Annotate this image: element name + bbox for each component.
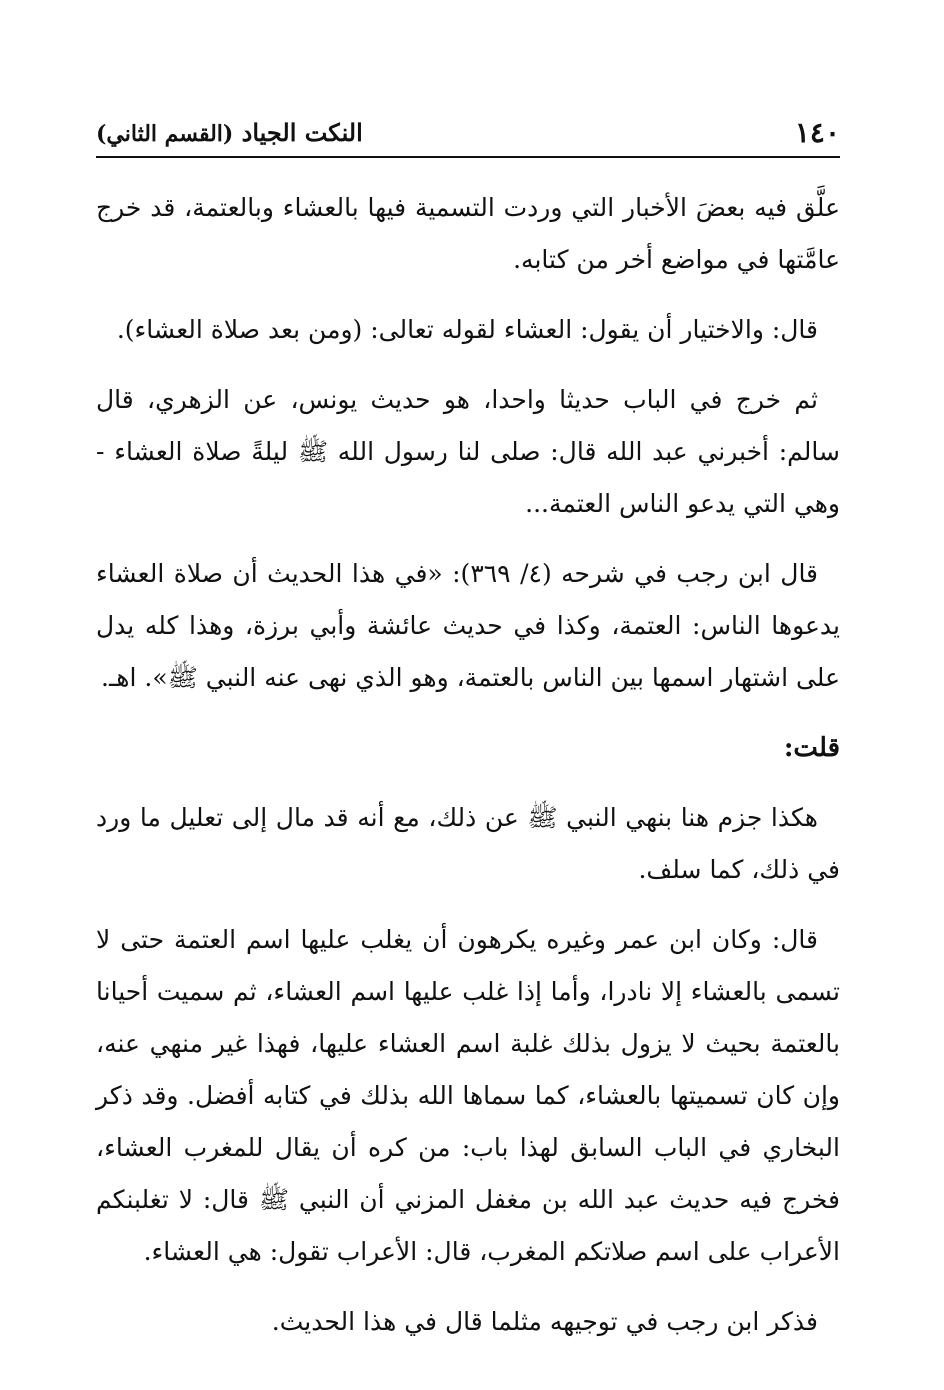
header-rule (96, 156, 840, 158)
paragraph: قال ابن رجب في شرحه (٤/ ٣٦٩): «في هذا الحديث أن صلاة العشاء يدعوها الناس: العتمة، وكذا في حديث عائشة وأبي برزة، وهذا كله يدل على اشتهار اسمها بين الناس بالعتمة، وهو الذي نهى عنه النبي ﷺ». اهـ. (96, 559, 840, 692)
page-number: ١٤٠ (794, 115, 840, 149)
paragraph: قال: والاختيار أن يقول: العشاء لقوله تعالى: (ومن بعد صلاة العشاء). (116, 315, 818, 344)
paragraph: ثم خرج في الباب حديثا واحدا، هو حديث يونس، عن الزهري، قال سالم: أخبرني عبد الله قال: صلى لنا رسول الله ﷺ ليلةً صلاة العشاء - وهي التي يدعو الناس العتمة... (96, 385, 840, 518)
book-title: النكت الجياد (241, 117, 363, 147)
paragraph: قال: وكان ابن عمر وغيره يكرهون أن يغلب عليها اسم العتمة حتى لا تسمى بالعشاء إلا نادرا، وأما إذا غلب عليها اسم العشاء، ثم سميت أحيانا بالعتمة بحيث لا يزول بذلك غلبة اسم العشاء عليها، فهذا غير منهي عنه، وإن كان تسميتها بالعشاء، كما سماها الله بذلك في كتابه أفضل. وقد ذكر البخاري في الباب السابق لهذا باب: من كره أن يقال للمغرب العشاء، فخرج فيه حديث عبد الله بن مغفل المزني أن النبي ﷺ قال: لا تغلبنكم الأعراب على اسم صلاتكم المغرب، قال: الأعراب تقول: هي العشاء. (96, 925, 840, 1266)
section-heading: قلت: (783, 733, 840, 763)
paragraph: علَّق فيه بعضَ الأخبار التي وردت التسمية فيها بالعشاء وبالعتمة، قد خرج عامَّتها في مواضع أخر من كتابه. (96, 193, 840, 274)
paragraph: فذكر ابن رجب في توجيهه مثلما قال في هذا الحديث. (271, 1307, 818, 1336)
book-subtitle: (القسم الثاني) (96, 120, 234, 147)
running-title (96, 118, 363, 147)
body-text (96, 182, 840, 1366)
page-header (96, 112, 840, 152)
paragraph: هكذا جزم هنا بنهي النبي ﷺ عن ذلك، مع أنه قد مال إلى تعليل ما ورد في ذلك، كما سلف. (96, 803, 840, 884)
